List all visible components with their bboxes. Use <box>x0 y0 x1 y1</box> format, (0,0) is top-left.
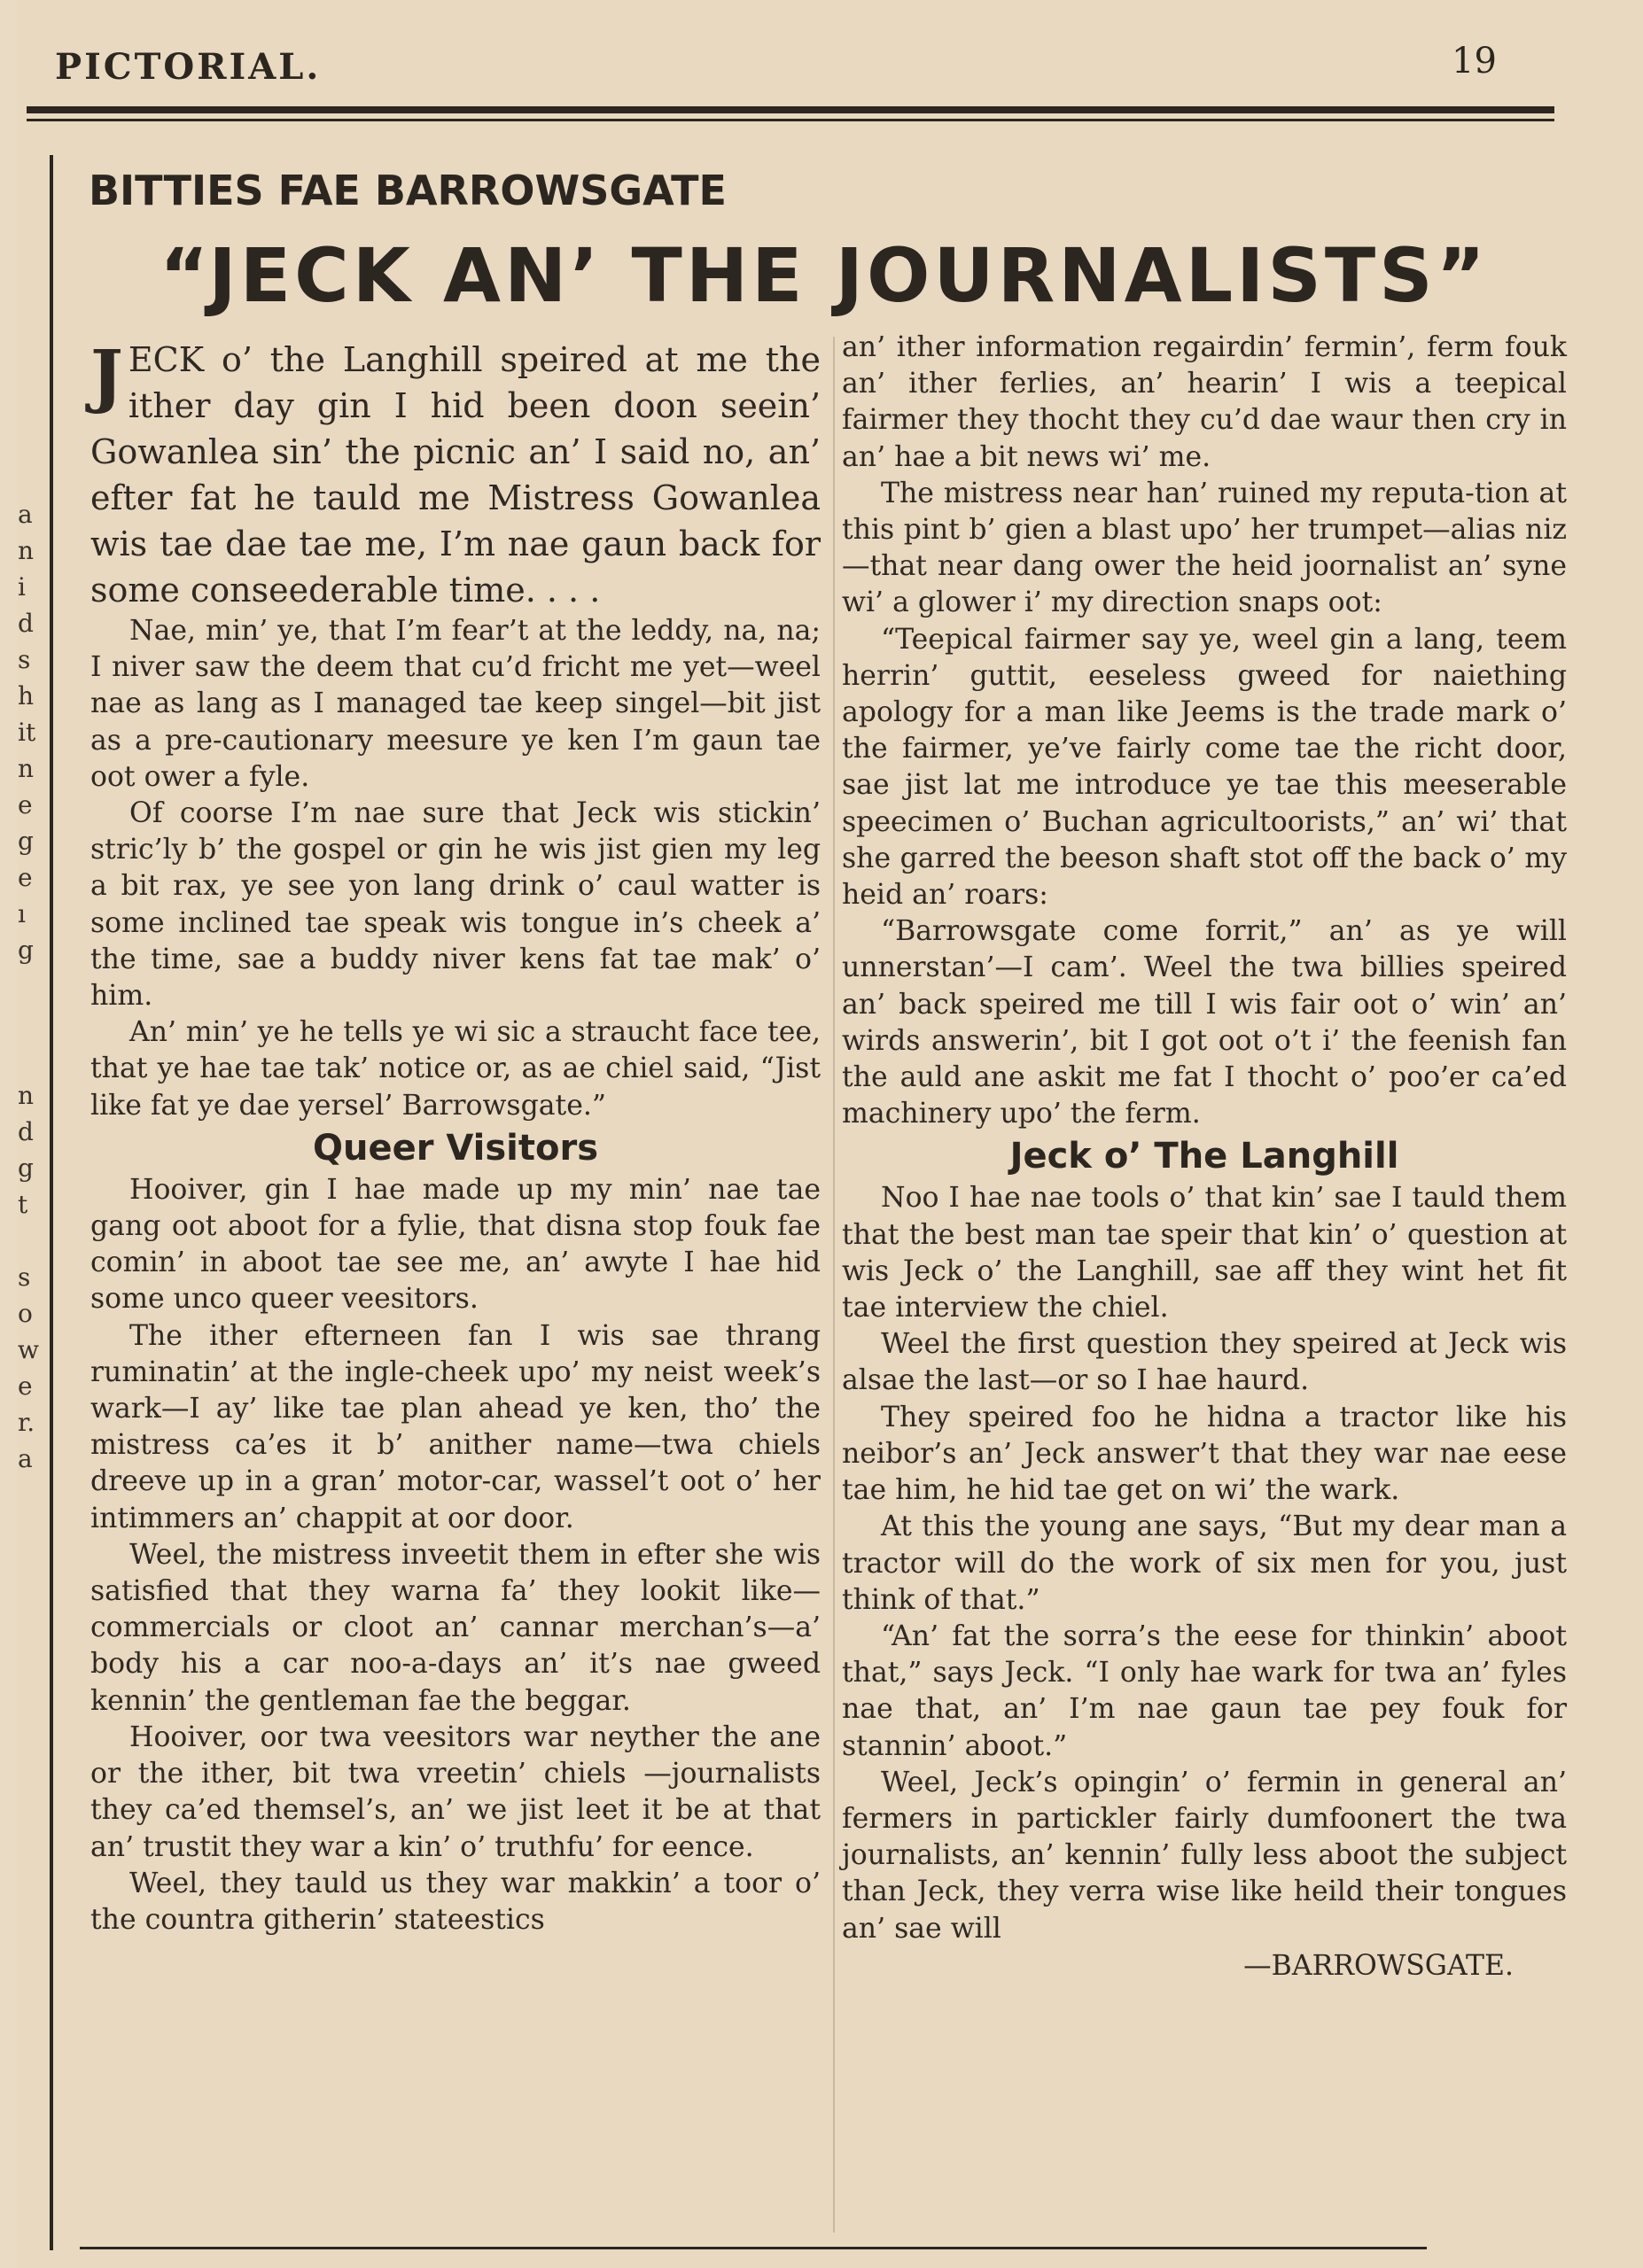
margin-fragment-char: i <box>18 572 26 602</box>
margin-fragment-char: g <box>18 1153 34 1183</box>
drop-cap: J <box>90 336 123 416</box>
margin-fragment-char: n <box>18 754 35 783</box>
paragraph: “Barrowsgate come forrit,” an’ as ye will unnerstan’—I cam’. Weel the twa billies speired an’ back speired me till I wis fair oot o’ win’ an’ wirds answerin’, bit I got oot o’t i’ the feenish fan the auld ane askit me fat I thocht o’ poo’er ca’ed machinery upo’ the ferm. <box>842 915 1567 1130</box>
margin-fragment-char: d <box>18 609 34 638</box>
margin-fragment-char: o <box>18 1299 33 1328</box>
margin-fragment-char: h <box>18 681 35 711</box>
paragraph: They speired foo he hidna a tractor like his neibor’s an’ Jeck answer’t that they war nae eese tae him, he hid tae get on wi’ the wark. <box>842 1401 1567 1507</box>
margin-fragment-char: e <box>18 790 33 819</box>
article-kicker: BITTIES FAE BARROWSGATE <box>89 167 727 214</box>
column-left <box>90 337 821 1938</box>
header-rule-thin <box>27 119 1554 121</box>
paragraph: Weel, Jeck’s opingin’ o’ fermin in general an’ fermers in partickler fairly dumfoonert the twa journalists, an’ kennin’ fully less aboot the subject than Jeck, they verra wise like heild their tongues an’ sae will <box>842 1766 1567 1945</box>
article-headline: “JECK AN’ THE JOURNALISTS” <box>160 232 1489 319</box>
paragraph: An’ min’ ye he tells ye wi sic a straucht face tee, that ye hae tae tak’ notice or, as ae chiel said, “Jist like fat ye dae yersel’ Barrowsgate.” <box>90 1016 821 1122</box>
lead-text: ECK o’ the Langhill speired at me the ither day gin I hid been doon seein’ Gowanlea sin’ the picnic an’ I said no, an’ efter fat he tauld me Mistress Gowanlea wis tae dae tae me, I’m nae gaun back for some conseederable time. . . . <box>90 340 821 610</box>
margin-fragment-char: n <box>18 536 35 565</box>
bottom-rule <box>80 2247 1427 2249</box>
paragraph: The ither efterneen fan I wis sae thrang ruminatin’ at the ingle-cheek upo’ my neist week’s wark—I ay’ like tae plan ahead ye ken, tho’ the mistress ca’es it b’ anither name—twa chiels dreeve up in a gran’ motor-car, wassel’t oot o’ her intimmers an’ chappit at oor door. <box>90 1319 821 1534</box>
paragraph: Of coorse I’m nae sure that Jeck wis stickin’ stric’ly b’ the gospel or gin he wis jist gien my leg a bit rax, ye see yon lang drink o’ caul watter is some inclined tae speak wis tongue in’s cheek a’ the time, sae a buddy niver kens fat tae mak’ o’ him. <box>90 797 821 1013</box>
paragraph: Hooiver, gin I hae made up my min’ nae tae gang oot aboot for a fylie, that disna stop fouk fae comin’ in aboot tae see me, an’ awyte I hae hid some unco queer veesitors. <box>90 1173 821 1316</box>
margin-fragment-char <box>18 1223 35 1259</box>
newspaper-page <box>18 0 1643 2268</box>
byline-signature: —BARROWSGATE. <box>1243 1949 1514 1982</box>
section-header: PICTORIAL. <box>55 46 322 88</box>
paragraph: At this the young ane says, “But my dear man a tractor will do the work of six men for you, just think of that.” <box>842 1511 1567 1616</box>
margin-fragment-char: d <box>18 1117 34 1146</box>
paragraph: The mistress near han’ ruined my reputa-tion at this pint b’ gien a blast upo’ her trumpet—alias niz—that near dang ower the heid joornalist an’ syne wi’ a glower i’ my direction snaps oot: <box>842 477 1567 619</box>
page-number: 19 <box>1452 41 1497 82</box>
margin-fragment-char <box>18 968 35 1005</box>
margin-fragment-char: g <box>18 936 34 965</box>
margin-fragment-char: e <box>18 1371 33 1401</box>
margin-fragment-char: s <box>18 1262 31 1292</box>
margin-fragment-char: n <box>18 1081 35 1110</box>
paragraph: Noo I hae nae tools o’ that kin’ sae I tauld them that the best man tae speir that kin’ o’ question at wis Jeck o’ the Langhill, sae aff they wint het fit tae interview the chiel. <box>842 1182 1567 1324</box>
margin-fragment <box>18 496 39 1477</box>
margin-fragment-char: w <box>18 1335 39 1364</box>
paragraph: Weel, they tauld us they war makkin’ a toor o’ the countra githerin’ stateestics <box>90 1867 821 1936</box>
paragraph: “An’ fat the sorra’s the eese for thinkin’ aboot that,” says Jeck. “I only hae wark for twa an’ fyles nae that, an’ I’m nae gaun tae pey fouk for stannin’ aboot.” <box>842 1619 1567 1762</box>
margin-fragment-char: s <box>18 645 31 674</box>
margin-fragment-char: g <box>18 827 34 856</box>
margin-fragment-char: r. <box>18 1408 35 1437</box>
paragraph: an’ ither information regairdin’ fermin’, ferm fouk an’ ither ferlies, an’ hearin’ I wis a teepical fairmer they thocht they cu’d dae waur then cry in an’ hae a bit news wi’ me. <box>842 331 1567 473</box>
subheading-jeck-o-the-langhill: Jeck o’ The Langhill <box>1009 1136 1399 1177</box>
paragraph: Hooiver, oor twa veesitors war neyther the ane or the ither, bit twa vreetin’ chiels —journalists they ca’ed themsel’s, an’ we jist leet it be at that an’ trustit they war a kin’ o’ truthfu’ for eence. <box>90 1720 821 1863</box>
margin-fragment-char: e <box>18 863 33 892</box>
paragraph: “Teepical fairmer say ye, weel gin a lang, teem herrin’ guttit, eeseless gweed for naiething apology for a man like Jeems is the trade mark o’ the fairmer, ye’ve fairly come tae the richt door, sae jist lat me introduce ye tae this meeserable speecimen o’ Buchan agricultoorists,” an’ wi’ that she garred the beeson shaft stot off the back o’ my heid an’ roars: <box>842 623 1567 912</box>
margin-fragment-char: t <box>18 1190 28 1219</box>
header-rule-thick <box>27 106 1554 113</box>
margin-fragment-char: a <box>18 1444 33 1473</box>
paragraph: Weel, the mistress inveetit them in efter she wis satisfied that they warna fa’ they lookit like—commercials or cloot an’ cannar merchan’s—a’ body his a car noo-a-days an’ it’s nae gweed kennin’ the gentleman fae the beggar. <box>90 1538 821 1717</box>
margin-fragment-char: it <box>18 718 36 747</box>
lead-paragraph <box>90 337 821 613</box>
subheading-queer-visitors: Queer Visitors <box>312 1127 598 1169</box>
margin-fragment-char: ı <box>18 899 26 928</box>
margin-fragment-char <box>18 1005 35 1041</box>
paragraph: Nae, min’ ye, that I’m fear’t at the leddy, na, na; I niver saw the deem that cu’d fricht me yet—weel nae as lang as I managed tae keep singel—bit jist as a pre-cautionary meesure ye ken I’m gaun tae oot ower a fyle. <box>90 615 821 793</box>
paragraph: Weel the first question they speired at Jeck wis alsae the last—or so I hae haurd. <box>842 1328 1567 1397</box>
margin-fragment-char: a <box>18 500 33 529</box>
column-right <box>842 330 1567 1984</box>
margin-fragment-char <box>18 1041 35 1077</box>
column-border-left <box>50 155 53 2250</box>
column-gutter <box>833 337 835 2233</box>
